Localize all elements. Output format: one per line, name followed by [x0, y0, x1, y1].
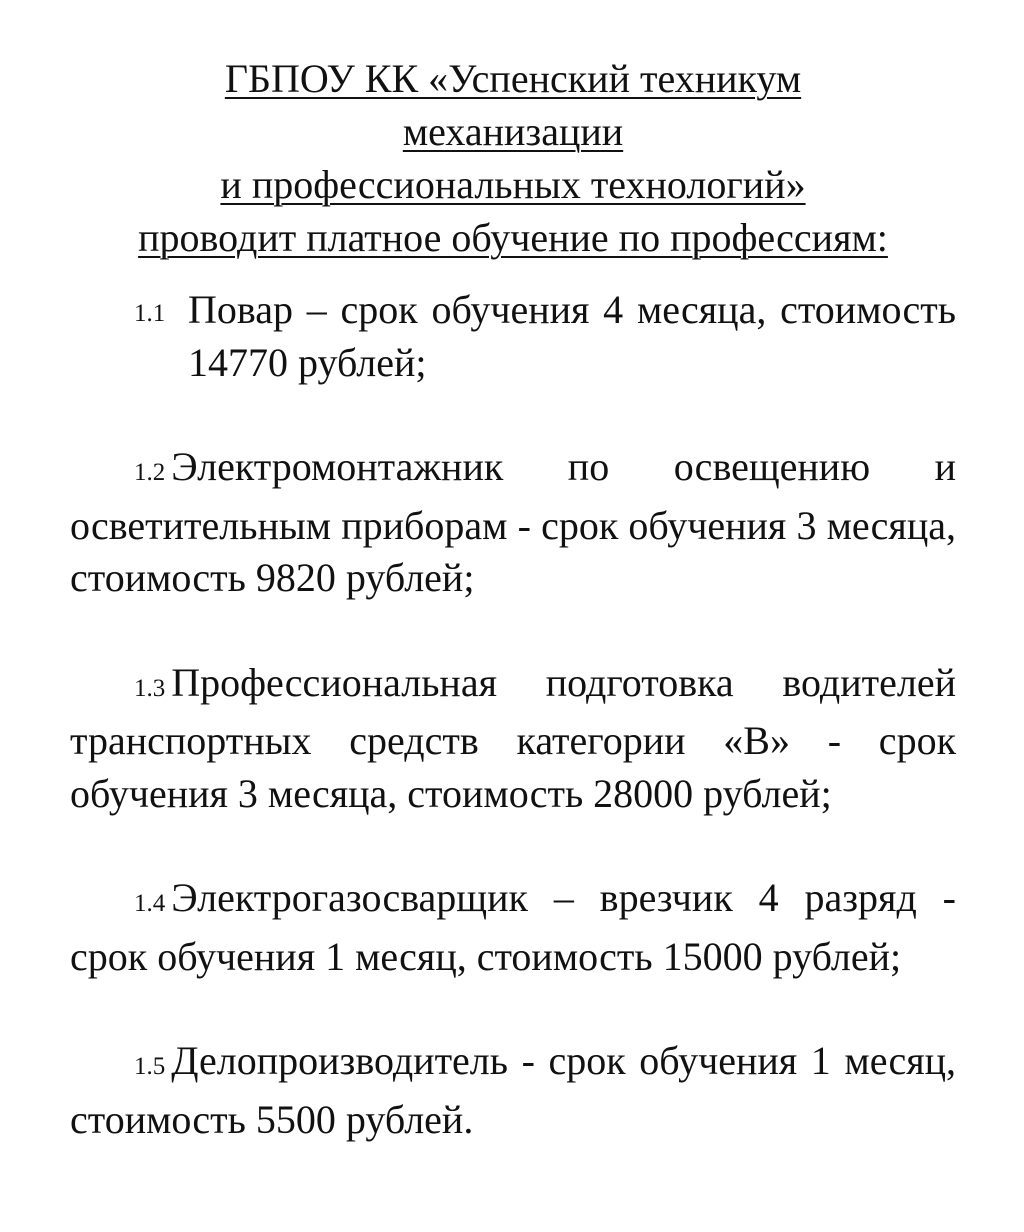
- program-text: Электромонтажник по освещению и осветительным приборам - срок обучения 3 месяца, стоимость 9820 рублей;: [70, 444, 956, 600]
- program-number: 1.3: [134, 674, 166, 702]
- document-header: [70, 52, 956, 264]
- program-text: Профессиональная подготовка водителей транспортных средств категории «В» - срок обучения 3 месяца, стоимость 28000 рублей;: [70, 659, 956, 816]
- header-line-institution: ГБПОУ КК «Успенский техникум: [224, 56, 802, 101]
- program-item-electrician: [70, 441, 956, 605]
- document-page: [70, 52, 956, 1146]
- program-item-clerk: [70, 1035, 956, 1146]
- program-number: 1.5: [134, 1053, 166, 1080]
- program-number: 1.4: [134, 890, 166, 917]
- program-text: Делопроизводитель - срок обучения 1 месяц, стоимость 5500 рублей.: [70, 1038, 956, 1142]
- program-text: Электрогазосварщик – врезчик 4 разряд - срок обучения 1 месяц, стоимость 15000 рублей;: [70, 875, 956, 979]
- header-line-paid-training: проводит платное обучение по профессиям:: [138, 215, 888, 260]
- program-item-cook: [70, 284, 956, 389]
- program-text: Повар – срок обучения 4 месяца, стоимость 14770 рублей;: [188, 287, 956, 385]
- program-item-driver: [70, 657, 956, 821]
- program-item-welder: [70, 872, 956, 983]
- program-number: 1.2: [134, 459, 166, 486]
- header-line-technologies: и профессиональных технологий»: [220, 162, 806, 207]
- header-line-mechanization: механизации: [402, 109, 624, 154]
- program-number: 1.1: [134, 300, 166, 327]
